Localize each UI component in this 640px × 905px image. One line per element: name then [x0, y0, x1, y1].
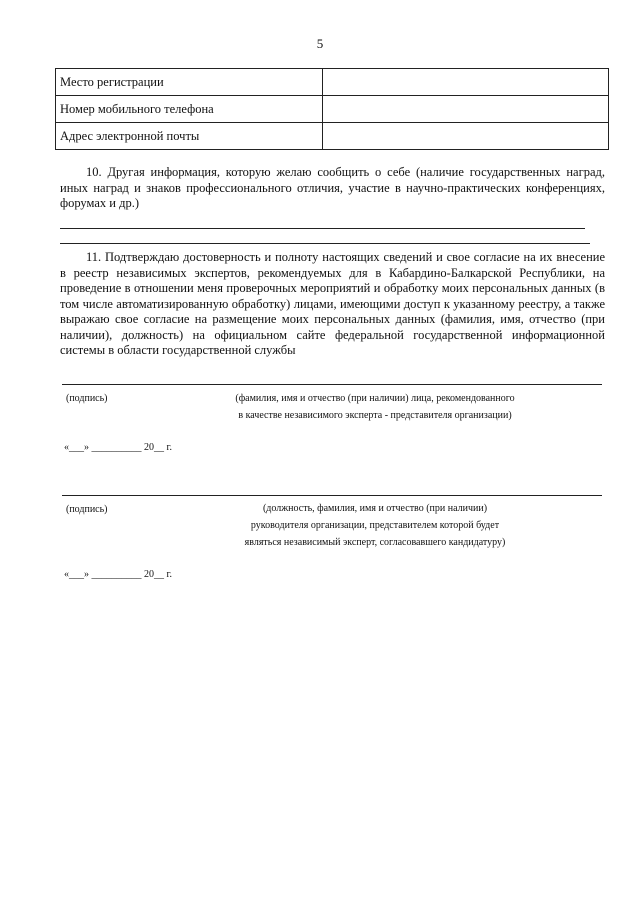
table-row: [56, 96, 609, 123]
section-11-text: 11. Подтверждаю достоверность и полноту настоящих сведений и свое согласие на их внесение в реестр независимых экспертов, рекомендуемых для в Кабардино-Балкарской Республики, на проведение в отношении меня проверочных мероприятий и обработку моих персональных данных (в том числе автоматизированную обработку) лицами, имеющими доступ к указанному реестру, а также выражаю свое согласие на размещение моих персональных данных (фамилия, имя, отчество (при наличии), должность) на официальном сайте федеральной государственной информационной системы в области государственной службы: [60, 250, 605, 357]
signature-2-name-caption-1: (должность, фамилия, имя и отчество (при наличии): [262, 503, 488, 514]
signature-2-sign-label: (подпись): [66, 504, 108, 515]
row-label-email: Адрес электронной почты: [56, 123, 323, 150]
signature-2-line: [62, 495, 602, 496]
row-value-mobile-phone: [323, 96, 609, 123]
page-number: 5: [316, 36, 324, 51]
contact-info-table: [55, 68, 609, 150]
signature-1-line: [62, 384, 602, 385]
row-value-registration: [323, 69, 609, 96]
signature-1-name-caption-1: (фамилия, имя и отчество (при наличии) лица, рекомендованного: [235, 393, 515, 404]
section-10-fill-line-2: [60, 243, 590, 244]
row-label-registration: Место регистрации: [56, 69, 323, 96]
row-label-mobile-phone: Номер мобильного телефона: [56, 96, 323, 123]
table-row: [56, 69, 609, 96]
signature-1-name-caption-2: в качестве независимого эксперта - представителя организации): [238, 410, 512, 421]
section-10-text: 10. Другая информация, которую желаю сообщить о себе (наличие государственных наград, иных наград и знаков профессионального отличия, участие в научно-практических конференциях, форумах и др.): [60, 165, 605, 210]
table-row: [56, 123, 609, 150]
row-value-email: [323, 123, 609, 150]
signature-2-date: «___» __________ 20__ г.: [64, 569, 172, 580]
section-11-paragraph: [60, 250, 605, 359]
signature-1-sign-label: (подпись): [66, 393, 108, 404]
signature-1-date: «___» __________ 20__ г.: [64, 442, 172, 453]
signature-2-name-caption-2: руководителя организации, представителем которой будет: [250, 520, 500, 531]
section-10-paragraph: [60, 165, 605, 212]
signature-2-name-caption-3: являться независимый эксперт, согласовавшего кандидатуру): [244, 537, 506, 548]
section-10-fill-line-1: [60, 228, 585, 229]
